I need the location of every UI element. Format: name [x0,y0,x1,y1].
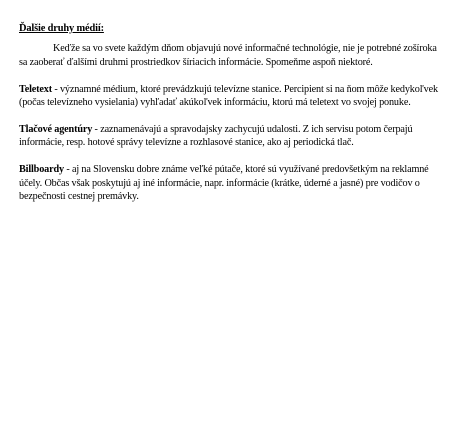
section-text: - aj na Slovensku dobre známe veľké pútače, ktoré sú využívané predovšetkým na reklamné účely. Občas však poskytujú aj iné informácie, napr. informácie (krátke, úderné a jasné) pre vodičov o bezpečnosti cestnej premávky. [19,164,429,203]
section-text: - zaznamenávajú a spravodajsky zachycujú udalosti. Z ich servisu potom čerpajú informácie, resp. hotové správy televízne a rozhlasové stanice, ako aj periodická tlač. [19,124,413,149]
document-page [19,22,445,217]
section-billboards [19,163,445,203]
document-heading: Ďalšie druhy médií: [19,23,104,34]
section-term: Teletext [19,83,52,95]
section-teletext [19,83,445,110]
section-term: Billboardy [19,164,64,176]
intro-paragraph: Keďže sa vo svete každým dňom objavujú nové informačné technológie, nie je potrebné zošíroka sa zaoberať ďalšími druhmi prostriedkov šíriacich informácie. Spomeňme aspoň niektoré. [19,43,437,68]
section-term: Tlačové agentúry [19,124,93,136]
section-text: - významné médium, ktoré prevádzkujú televízne stanice. Percipient si na ňom môže kedykoľvek (počas televízneho vysielania) vyhľadať akúkoľvek informáciu, ktorú má teletext vo svojej ponuke. [19,83,438,109]
section-press-agencies [19,123,445,150]
